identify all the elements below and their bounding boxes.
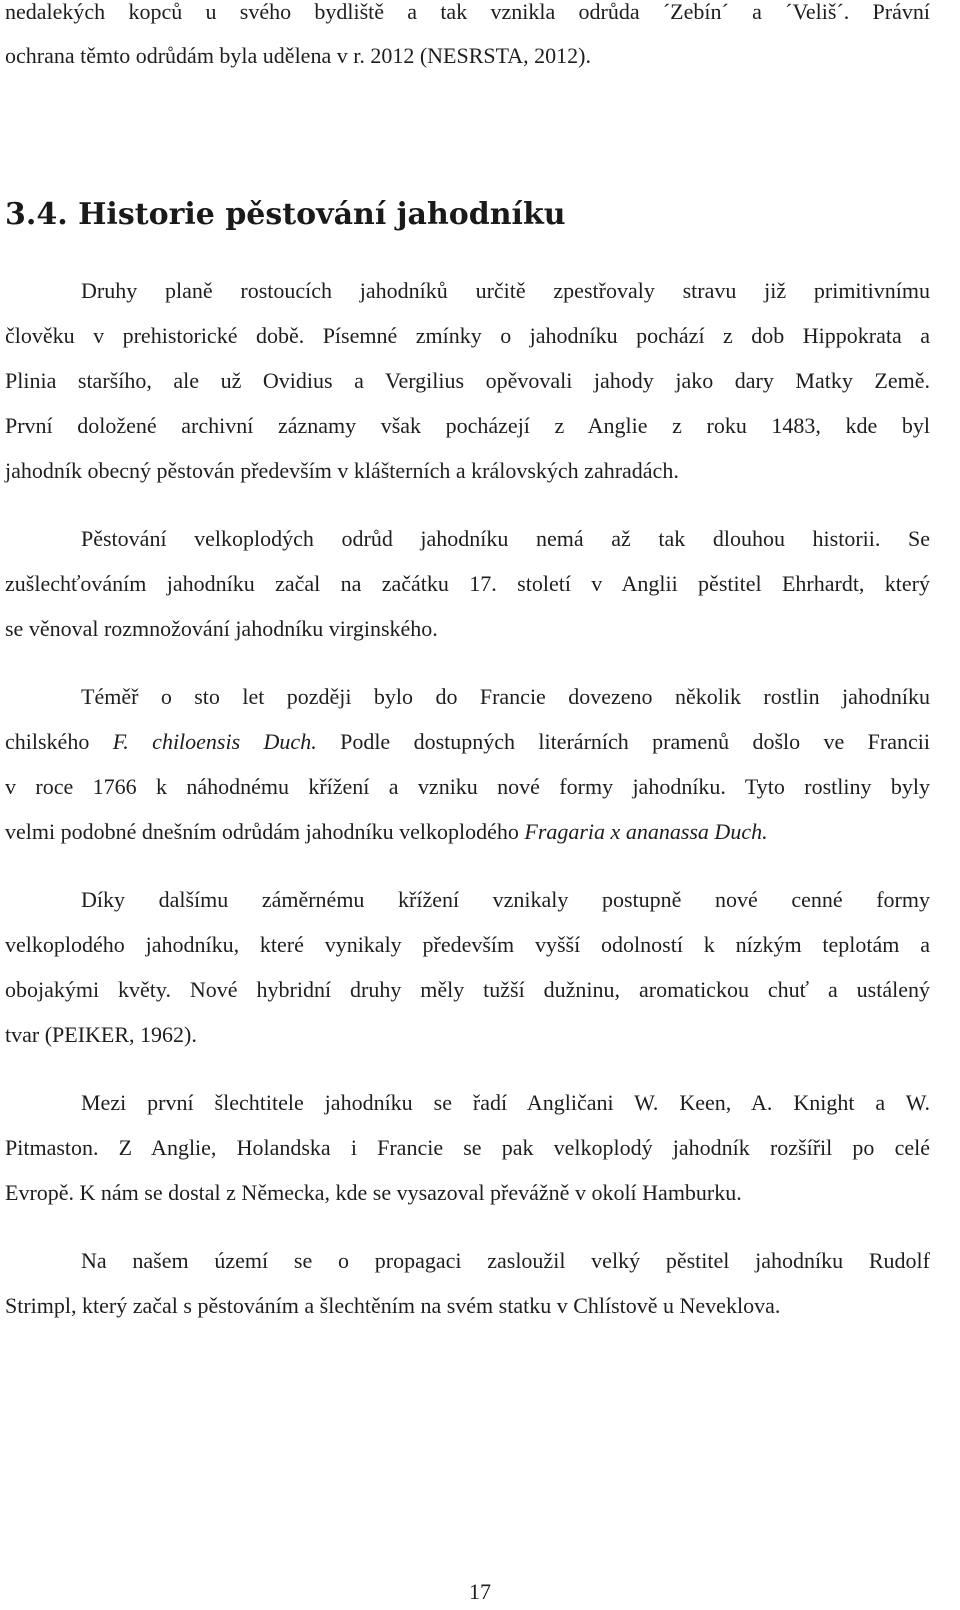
text-line: obojakými květy. Nové hybridní druhy měly tužší dužninu, aromatickou chuť a ustálený: [5, 977, 930, 1002]
text-line: [5, 820, 768, 844]
section-heading: 3.4. Historie pěstování jahodníku: [5, 197, 566, 232]
text-line: velkoplodého jahodníku, které vynikaly především vyšší odolností k nízkým teplotám a: [5, 932, 930, 957]
text-line: První doložené archivní záznamy však pocházejí z Anglie z roku 1483, kde byl: [5, 413, 930, 438]
text-line: Strimpl, který začal s pěstováním a šlechtěním na svém statku v Chlístově u Neveklova.: [5, 1293, 781, 1318]
text-span: Podle dostupných literárních pramenů došlo ve Francii: [316, 729, 930, 754]
text-line: zušlechťováním jahodníku začal na začátku 17. století v Anglii pěstitel Ehrhardt, který: [5, 571, 930, 596]
text-line: v roce 1766 k náhodnému křížení a vzniku nové formy jahodníku. Tyto rostliny byly: [5, 774, 930, 799]
text-line: Díky dalšímu záměrnému křížení vznikaly postupně nové cenné formy: [81, 887, 930, 912]
text-line: Pitmaston. Z Anglie, Holandska i Francie se pak velkoplodý jahodník rozšířil po celé: [5, 1135, 930, 1160]
text-span: chilského: [5, 729, 113, 754]
text-line: Plinia staršího, ale už Ovidius a Vergilius opěvovali jahody jako dary Matky Země.: [5, 368, 930, 393]
text-line: tvar (PEIKER, 1962).: [5, 1022, 197, 1047]
text-line: člověku v prehistorické době. Písemné zmínky o jahodníku pochází z dob Hippokrata a: [5, 323, 930, 348]
text-line: nedalekých kopců u svého bydliště a tak vznikla odrůda ´Zebín´ a ´Veliš´. Právní: [5, 0, 930, 24]
text-line: Na našem území se o propagaci zasloužil velký pěstitel jahodníku Rudolf: [81, 1248, 930, 1273]
species-name: F. chiloensis Duch.: [112, 729, 317, 754]
text-line: Druhy planě rostoucích jahodníků určitě zpestřovaly stravu již primitivnímu: [81, 278, 930, 303]
text-span: velmi podobné dnešním odrůdám jahodníku velkoplodého: [5, 819, 525, 844]
text-line: Pěstování velkoplodých odrůd jahodníku nemá až tak dlouhou historii. Se: [81, 526, 930, 551]
page-number: 17: [469, 1579, 491, 1604]
text-line: jahodník obecný pěstován především v klášterních a královských zahradách.: [5, 458, 679, 483]
text-line: ochrana těmto odrůdám byla udělena v r. 2012 (NESRSTA, 2012).: [5, 43, 592, 68]
species-name: Fragaria x ananassa Duch.: [524, 819, 768, 844]
text-line: Téměř o sto let později bylo do Francie dovezeno několik rostlin jahodníku: [81, 684, 930, 709]
text-line: se věnoval rozmnožování jahodníku virginského.: [5, 616, 438, 641]
text-line: Mezi první šlechtitele jahodníku se řadí Angličani W. Keen, A. Knight a W.: [81, 1090, 930, 1115]
text-line: [5, 730, 930, 754]
text-line: Evropě. K nám se dostal z Německa, kde se vysazoval převážně v okolí Hamburku.: [5, 1180, 742, 1205]
